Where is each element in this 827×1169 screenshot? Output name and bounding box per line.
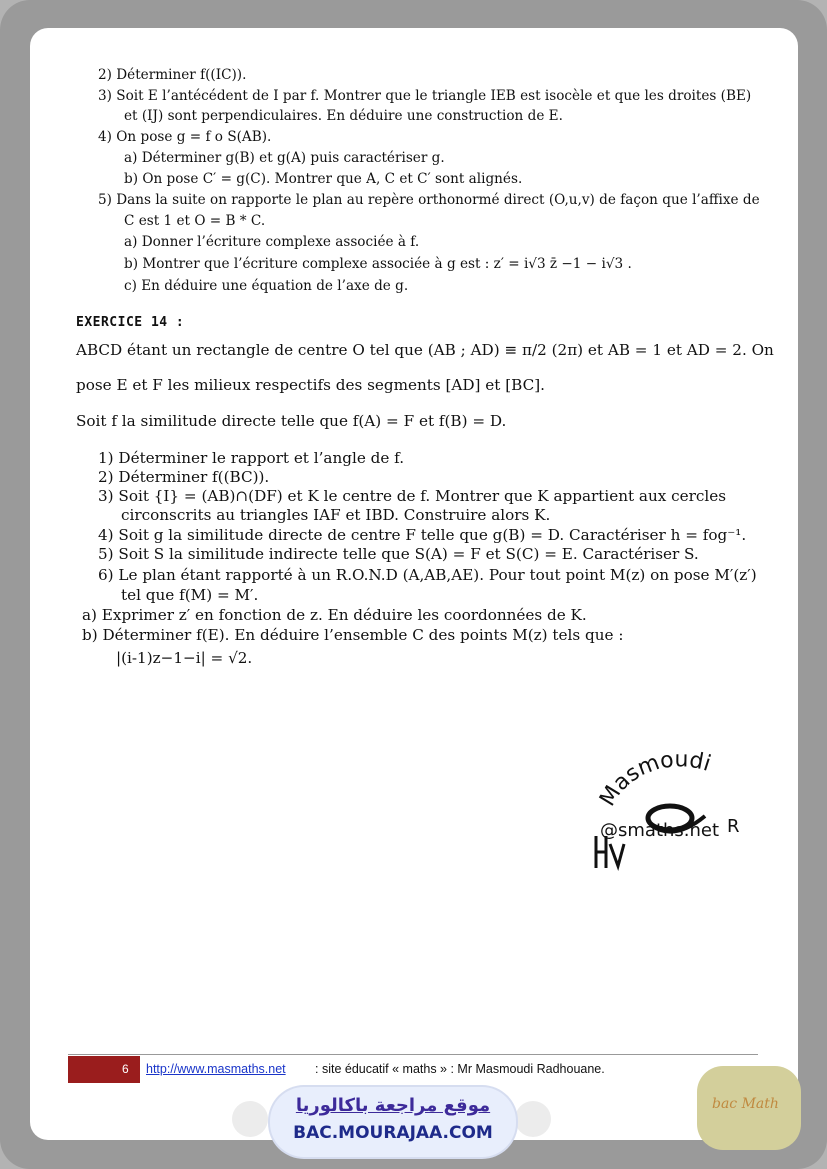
footer-link[interactable]: http://www.masmaths.net <box>146 1062 286 1076</box>
footer-page-block <box>68 1056 140 1083</box>
ex14-q6a: a) Exprimer z′ en fonction de z. En déduire les coordonnées de K. <box>82 606 587 624</box>
banner-right-logo-icon <box>515 1101 551 1137</box>
exercise-title: EXERCICE 14 : <box>76 315 185 330</box>
page-number: 6 <box>122 1062 129 1076</box>
banner-left-logo-icon <box>232 1101 268 1137</box>
footer-rule <box>68 1054 758 1055</box>
ex14-q3-cont: circonscrits au triangles IAF et IBD. Construire alors K. <box>121 506 551 524</box>
ex14-q1: 1) Déterminer le rapport et l’angle de f. <box>98 449 405 467</box>
logo-site: @smaths.net <box>600 820 720 841</box>
question-5a: a) Donner l’écriture complexe associée à f. <box>124 234 420 250</box>
ex14-q4: 4) Soit g la similitude directe de centre F telle que g(B) = D. Caractériser h = fog⁻¹. <box>98 526 747 544</box>
exercise-intro-2: pose E et F les milieux respectifs des segments [AD] et [BC]. <box>76 376 545 394</box>
masmoudi-logo <box>590 746 790 876</box>
svg-text:Masmoudi <box>595 747 714 810</box>
question-4a: a) Déterminer g(B) et g(A) puis caractériser g. <box>124 150 445 166</box>
question-5c: c) En déduire une équation de l’axe de g. <box>124 278 409 294</box>
ex14-q6-cont: tel que f(M) = M′. <box>121 586 259 604</box>
question-5b: b) Montrer que l’écriture complexe associée à g est : z′ = i√3 z̄ −1 − i√3 . <box>124 256 632 272</box>
footer-text: : site éducatif « maths » : Mr Masmoudi Radhouane. <box>315 1062 605 1076</box>
question-2: 2) Déterminer f((IC)). <box>98 67 247 83</box>
banner-arabic-text: موقع مراجعة باكالوريا <box>295 1095 491 1116</box>
logo-arc-text: Masmoudi <box>595 747 714 811</box>
ex14-q3: 3) Soit {I} = (AB)∩(DF) et K le centre de f. Montrer que K appartient aux cercles <box>98 487 727 505</box>
ex14-q6b-equation: |(i-1)z−1−i| = √2. <box>116 649 253 667</box>
ex14-q2: 2) Déterminer f((BC)). <box>98 468 270 486</box>
question-3: 3) Soit E l’antécédent de I par f. Montrer que le triangle IEB est isocèle et que les droites (BE) <box>98 88 752 104</box>
exercise-intro-3: Soit f la similitude directe telle que f(A) = F et f(B) = D. <box>76 412 507 430</box>
banner-domain: BAC.MOURAJAA.COM <box>293 1123 493 1143</box>
badge-text: bac Math <box>712 1096 779 1112</box>
logo-letter: R <box>727 816 740 837</box>
question-5-cont: C est 1 et O = B * C. <box>124 213 266 229</box>
question-3-cont: et (IJ) sont perpendiculaires. En déduire une construction de E. <box>124 108 563 124</box>
question-4: 4) On pose g = f o S(AB). <box>98 129 272 145</box>
ex14-q6b: b) Déterminer f(E). En déduire l’ensemble C des points M(z) tels que : <box>82 626 624 644</box>
ex14-q5: 5) Soit S la similitude indirecte telle que S(A) = F et S(C) = E. Caractériser S. <box>98 545 699 563</box>
exercise-intro-1: ABCD étant un rectangle de centre O tel que (AB ; AD) ≡ π/2 (2π) et AB = 1 et AD = 2. On <box>76 341 774 359</box>
site-banner[interactable] <box>270 1087 516 1157</box>
question-4b: b) On pose C′ = g(C). Montrer que A, C et C′ sont alignés. <box>124 171 523 187</box>
document-page <box>30 28 798 1140</box>
ex14-q6: 6) Le plan étant rapporté à un R.O.N.D (A,AB,AE). Pour tout point M(z) on pose M′(z′) <box>98 566 757 584</box>
question-5: 5) Dans la suite on rapporte le plan au repère orthonormé direct (O,u,v) de façon que l’affixe de <box>98 192 760 208</box>
